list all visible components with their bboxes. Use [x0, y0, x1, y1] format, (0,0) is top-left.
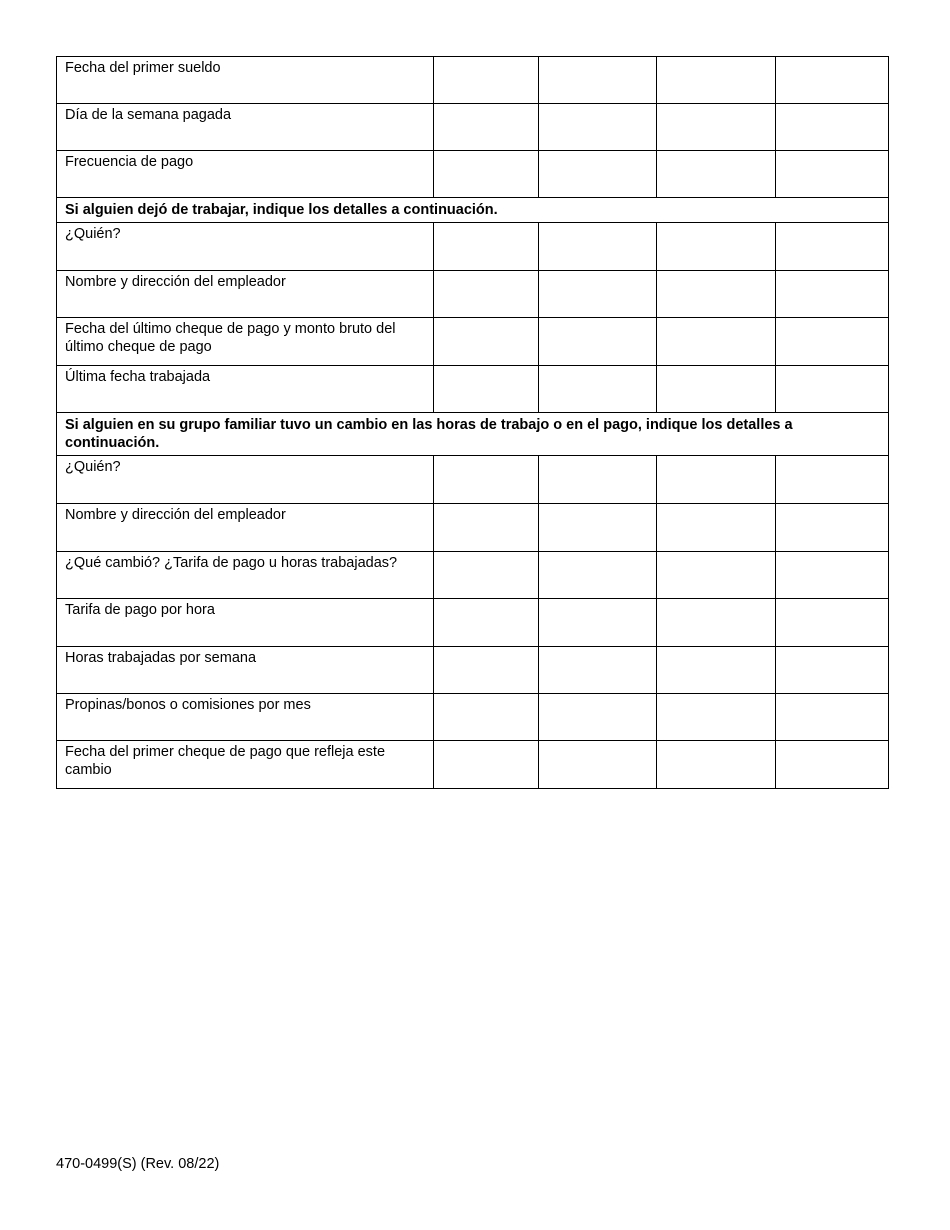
entry-cell[interactable] — [539, 694, 657, 741]
entry-cell[interactable] — [539, 151, 657, 198]
entry-cell[interactable] — [434, 647, 539, 694]
entry-cell[interactable] — [776, 271, 889, 318]
entry-cell[interactable] — [539, 104, 657, 151]
entry-cell[interactable] — [776, 104, 889, 151]
table-row — [57, 456, 889, 504]
table-row — [57, 223, 889, 271]
entry-cell[interactable] — [776, 57, 889, 104]
entry-cell[interactable] — [539, 552, 657, 599]
entry-cell[interactable] — [657, 151, 776, 198]
income-details-table — [56, 56, 889, 789]
row-label: ¿Qué cambió? ¿Tarifa de pago u horas trabajadas? — [57, 552, 434, 599]
entry-cell[interactable] — [776, 694, 889, 741]
entry-cell[interactable] — [657, 104, 776, 151]
entry-cell[interactable] — [539, 57, 657, 104]
entry-cell[interactable] — [539, 223, 657, 271]
entry-cell[interactable] — [657, 456, 776, 504]
table-row — [57, 366, 889, 413]
table-row — [57, 694, 889, 741]
entry-cell[interactable] — [434, 456, 539, 504]
entry-cell[interactable] — [434, 366, 539, 413]
entry-cell[interactable] — [657, 223, 776, 271]
entry-cell[interactable] — [657, 741, 776, 789]
entry-cell[interactable] — [657, 552, 776, 599]
row-label: Nombre y dirección del empleador — [57, 504, 434, 552]
entry-cell[interactable] — [434, 741, 539, 789]
table-row — [57, 741, 889, 789]
entry-cell[interactable] — [776, 599, 889, 647]
entry-cell[interactable] — [434, 271, 539, 318]
entry-cell[interactable] — [434, 151, 539, 198]
entry-cell[interactable] — [539, 456, 657, 504]
entry-cell[interactable] — [657, 57, 776, 104]
row-label: Frecuencia de pago — [57, 151, 434, 198]
entry-cell[interactable] — [434, 599, 539, 647]
entry-cell[interactable] — [434, 318, 539, 366]
entry-cell[interactable] — [539, 647, 657, 694]
entry-cell[interactable] — [434, 223, 539, 271]
entry-cell[interactable] — [776, 456, 889, 504]
entry-cell[interactable] — [657, 647, 776, 694]
entry-cell[interactable] — [539, 271, 657, 318]
entry-cell[interactable] — [539, 366, 657, 413]
entry-cell[interactable] — [776, 552, 889, 599]
section-heading: Si alguien en su grupo familiar tuvo un cambio en las horas de trabajo o en el pago, indique los detalles a continuación. — [57, 413, 889, 456]
entry-cell[interactable] — [657, 271, 776, 318]
entry-cell[interactable] — [776, 318, 889, 366]
entry-cell[interactable] — [776, 741, 889, 789]
table-row — [57, 599, 889, 647]
entry-cell[interactable] — [434, 552, 539, 599]
entry-cell[interactable] — [539, 599, 657, 647]
entry-cell[interactable] — [776, 366, 889, 413]
entry-cell[interactable] — [657, 318, 776, 366]
row-label: Día de la semana pagada — [57, 104, 434, 151]
entry-cell[interactable] — [776, 647, 889, 694]
entry-cell[interactable] — [434, 104, 539, 151]
row-label: Última fecha trabajada — [57, 366, 434, 413]
table-row — [57, 647, 889, 694]
entry-cell[interactable] — [776, 504, 889, 552]
row-label: Propinas/bonos o comisiones por mes — [57, 694, 434, 741]
table-row — [57, 318, 889, 366]
table-row — [57, 552, 889, 599]
entry-cell[interactable] — [434, 694, 539, 741]
table-row — [57, 104, 889, 151]
entry-cell[interactable] — [539, 318, 657, 366]
table-row — [57, 57, 889, 104]
row-label: ¿Quién? — [57, 223, 434, 271]
entry-cell[interactable] — [776, 151, 889, 198]
row-label: Fecha del primer cheque de pago que refleja este cambio — [57, 741, 434, 789]
section-heading-row — [57, 413, 889, 456]
entry-cell[interactable] — [657, 694, 776, 741]
table-row — [57, 504, 889, 552]
entry-cell[interactable] — [434, 57, 539, 104]
row-label: Fecha del primer sueldo — [57, 57, 434, 104]
table-row — [57, 151, 889, 198]
entry-cell[interactable] — [657, 366, 776, 413]
table-row — [57, 271, 889, 318]
row-label: Tarifa de pago por hora — [57, 599, 434, 647]
section-heading-row — [57, 198, 889, 223]
entry-cell[interactable] — [539, 504, 657, 552]
row-label: Fecha del último cheque de pago y monto bruto del último cheque de pago — [57, 318, 434, 366]
entry-cell[interactable] — [776, 223, 889, 271]
section-heading: Si alguien dejó de trabajar, indique los detalles a continuación. — [57, 198, 889, 223]
row-label: Horas trabajadas por semana — [57, 647, 434, 694]
row-label: ¿Quién? — [57, 456, 434, 504]
entry-cell[interactable] — [539, 741, 657, 789]
entry-cell[interactable] — [657, 504, 776, 552]
entry-cell[interactable] — [657, 599, 776, 647]
form-number: 470-0499(S) (Rev. 08/22) — [56, 1156, 220, 1172]
row-label: Nombre y dirección del empleador — [57, 271, 434, 318]
entry-cell[interactable] — [434, 504, 539, 552]
